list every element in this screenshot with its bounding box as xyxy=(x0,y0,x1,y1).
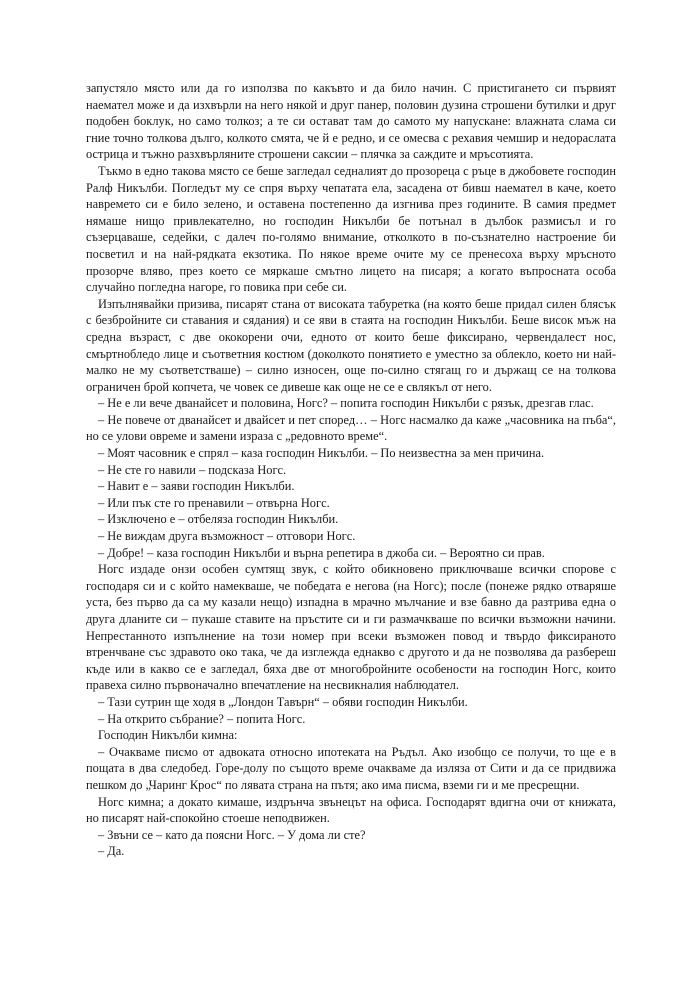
dialogue-line: – На открито събрание? – попита Ногс. xyxy=(98,711,306,726)
dialogue-line: – Не сте го навили – подсказа Ногс. xyxy=(98,462,287,477)
dialogue-line: – Не е ли вече дванайсет и половина, Ногс? – попита господин Никълби с рязък, дрезгав глас. xyxy=(98,396,594,411)
paragraph: Тъкмо в едно такова място се беше загледал седналият до прозореца с ръце в джобовете господин Ралф Никълби. Погледът му се спря върху чепатата ела, засадена от бивш наемател в каче, което навремето си е било зелено, и оставена постепенно да изгнива през годините. В самия предмет нямаше нищо привлекателно, но господин Никълби бе потънал в дълбок размисъл и го съзерцаваше, седейки, с далеч по-голямо внимание, отколкото в по-съзнателно настроение би посветил и на най-рядката екзотика. По някое време очите му се пренесоха върху мръсното прозорче вляво, през което се мяркаше смътно лицето на писаря; а когато въпросната особа случайно погледна нагоре, го повика при себе си. xyxy=(86,163,616,295)
dialogue-line: – Тази сутрин ще ходя в „Лондон Тавърн“ – обяви господин Никълби. xyxy=(98,694,468,709)
dialogue-line: – Не повече от дванайсет и двайсет и пет според… – Ногс насмалко да каже „часовника на пъба“, но се улови овреме и замени израза с „редовното време“. xyxy=(86,412,616,444)
paragraph: Изпълнявайки призива, писарят стана от високата табуретка (на която беше придал силен блясък с безбройните си ставания и сядания) и се яви в стаята на господин Никълби. Беше висок мъж на средна възраст, с две ококорени очи, едното от които беше фиксирано, червендалест нос, смъртнобледо лице и съответния костюм (доколкото понятието е уместно за облекло, което ни най-малко не му съответстваше) – силно износен, още по-силно стягащ го и държащ се на толкова ограничен брой копчета, че човек се дивеше как още не се е свлякъл от него. xyxy=(86,296,616,394)
paragraph: Господин Никълби кимна: xyxy=(98,728,238,743)
paragraph: Ногс кимна; а докато кимаше, издрънча звънецът на офиса. Господарят вдигна очи от книжата, но писарят най-спокойно стоеше неподвижен. xyxy=(86,794,616,826)
dialogue-line: – Звъни се – като да поясни Ногс. – У дома ли сте? xyxy=(98,827,366,842)
page-body xyxy=(86,80,616,860)
dialogue-line: – Навит е – заяви господин Никълби. xyxy=(98,479,295,494)
dialogue-line: – Да. xyxy=(98,844,125,859)
dialogue-line: – Не виждам друга възможност – отговори Ногс. xyxy=(98,529,356,544)
paragraph: Ногс издаде онзи особен сумтящ звук, с който обикновено приключваше всички спорове с господаря си и с който намекваше, че победата е негова (на Ногс); после (понеже рядко отваряше уста, без първо да са му казали нещо) изпадна в мрачно мълчание и взе бавно да разтрива една о друга дланите си – пукаше ставите на пръстите си и ги размачкваше по всички възможни начини. Непрестанното изпълнение на този номер при всеки възможен повод и твърдо фиксираното втренчване със здравото око така, че да изглежда еднакво с другото и да не позволява да разбереш къде или в какво се е загледал, бяха две от многобройните особености на господин Ногс, които правеха силно първоначално впечатление на несвикналия наблюдател. xyxy=(86,562,616,693)
dialogue-line: – Очакваме писмо от адвоката относно ипотеката на Ръдъл. Ако изобщо се получи, то ще е в пощата в два следобед. Горе-долу по същото време очакваме да изляза от Сити и да се придвижа пешком до „Чаринг Крос“ по лявата страна на пътя; ако има писма, вземи ги и ме пресрещни. xyxy=(86,744,616,792)
paragraph: запустяло място или да го използва по какъвто и да било начин. С пристигането си първият наемател може и да изхвърли на него някой и друг панер, половин дузина строшени бутилки и друг подобен боклук, но само толкоз; а те си остават там до самото му напускане: влажната слама си гние точно толкова дълго, колкото смята, че й е редно, и се омесва с рехавия чемшир и недораслата острица и тъжно разхвърляните строшени саксии – плячка за саждите и мръсотията. xyxy=(86,81,616,162)
dialogue-line: – Или пък сте го пренавили – отвърна Ногс. xyxy=(98,495,330,510)
dialogue-line: – Моят часовник е спрял – каза господин Никълби. – По неизвестна за мен причина. xyxy=(98,446,545,461)
dialogue-line: – Изключено е – отбеляза господин Никълби. xyxy=(98,512,339,527)
dialogue-line: – Добре! – каза господин Никълби и върна репетира в джоба си. – Вероятно си прав. xyxy=(98,545,545,560)
